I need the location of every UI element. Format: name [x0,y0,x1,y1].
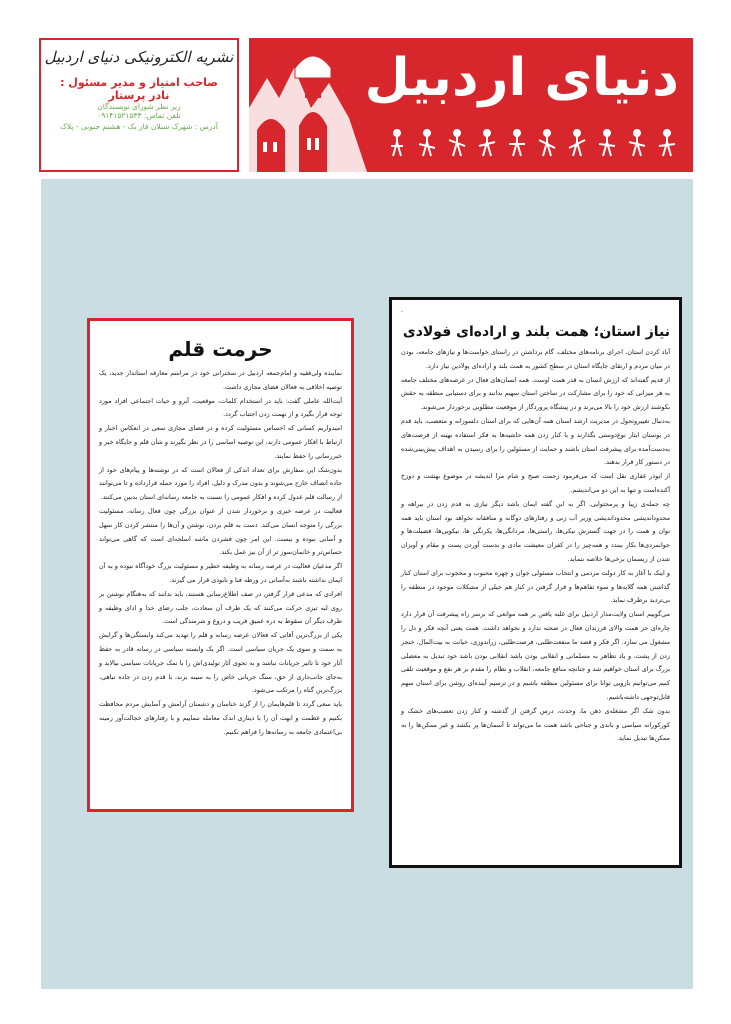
dancers-icon [383,128,683,158]
address-text: آدرس : شهرک سبلان فاز یک - هشتم جنوبی - پلاک [60,121,218,131]
article-marker: . [401,307,403,314]
left-article-paragraph: بدون‌شک این سفارش برای تعداد اندکی از فعالان است که در نوشته‌ها و پیام‌های خود از جاده انصاف خارج می‌شوند و بدون مدرک و دلیل، افراد را مورد حمله قرارداده و تا می‌توانند از رسالت قلم عدول کرده و افکار عمومی را نسبت به جامعه رسانه‌ای استان بدبین می‌کنند. [99,465,342,502]
left-article-paragraph: امیدواریم کسانی که احساس مسئولیت کرده و در فضای مجازی سعی در انعکاس اخبار و ارتباط با افکار عمومی دارند، این توصیه اساسی را در نظر بگیرند و شأن قلم و جایگاه خبر و خبررسانی را حفظ نمایند. [99,424,342,460]
right-article-paragraph: از قدیم گفته‌اند که ارزش انسان به قدر همت اوست. همه انسان‌های فعال در عرصه‌های مختلف جامعه به هر میزانی که خود را برای مشارکت در ساختن استان سهیم بدانند و برای دستیابی منطقه به حقش بکوشند ارزش خود را بالا می‌برند و در پیشگاه پروردگار از موقعیت مطلوبی برخوردار می‌شوند. [401,375,670,412]
owner-label: صاحب امتیاز و مدیر مسئول : [60,76,218,89]
right-article-title: نیاز استان؛ همت بلند و اراده‌ای فولادی [402,324,670,340]
title-banner [249,38,693,172]
magazine-name: نشریه الکترونیکی دنیای اردبیل [44,48,234,66]
right-article-paragraph: و اینک با آغاز به کار دولت مردمی و انتخاب مسئولی جوان و چهره محبوب و محجوب برای استان کنار گذاشتن همه گلایه‌ها و سوء تفاهم‌ها و قرار گرفتن در کنار هم خیلی از مشکلات موجود در منطقه را بی‌تردید برطرف نماید. [401,568,670,605]
right-article-paragraph: بدون شک اگر مشغله‌ی ذهن ما، وحدت، درس گرفتن از گذشته و کنار زدن تعصب‌های خشک و کورکورانه سیاسی و باندی و جناحی باشد همت ما می‌تواند تا آسمان‌ها پر بکشد و غیر ممکن‌ها را به ممکن‌ها تبدیل نماید. [401,706,670,743]
right-article-paragraph: آباد کردن استان، اجرای برنامه‌های مختلف، گام برداشتن در راستای خواست‌ها و نیازهای جامعه، بودن در میان مردم و ارتقای جایگاه استان در سطح کشور به همت بلند و اراده‌ای پولادین نیاز دارد. [401,348,670,370]
left-article-paragraph: آیت‌الله عاملی گفت: باید در استخدام کلمات، موقعیت، آبرو و حیات اجتماعی افراد مورد توجه قرار بگیرد و از تهمت زدن اجتناب گردد. [99,396,342,419]
phone-text: تلفن تماس: ۰۹۱۴۱۵۲۱۵۳۳ [97,111,181,121]
left-article [87,318,354,812]
left-article-title: حرمت قلم [168,337,273,361]
right-article-paragraph: از ابوذر غفاری نقل است که می‌فرمود زحمت صبح و شام مرا اندیشه در موضوع بهشت و دوزخ آکنده‌است و تنها به این دو می‌اندیشم. [401,472,670,494]
landmark-illustration [249,38,369,172]
right-article-paragraph: به‌دنبال تغییروتحول در مدیریت ارشد استان همه آن‌هایی که برای استان دلسوزانه و متعصب، باید قدم در بوستان ایثار نوع‌دوستی بگذارند و با کنار زدن همه حاشیه‌ها به فکر استفاده بهینه از فرصت‌های به‌دست‌آمده برای پیشرفت استان باشند و حمایت از مسئولین را برای رسیدن به اهداف پیش‌بینی‌شده در دستور کار قرار بدهند. [401,416,670,467]
masthead-info-box [39,38,239,172]
right-article-paragraph: چه جمله‌ی زیبا و پرمحتوایی. اگر به این گفته ایمان باشد دیگر نیازی به قدم زدن در بیراهه و محدوداندیشی محدوداندیشی وزیر آب زنی و رفتارهای دوگانه و منافقانه نخواهد بود استان باید همه توان و همت را در جهت گسترش نیکی‌ها، راستی‌ها، مردانگی‌ها، یکرنگی ها، نیکویی‌ها، فضیلت‌ها و جوانمردی‌ها بکار ببندد و همه‌چیز را در کفران معیشت مادی و بدست آوردن پست و مقام و آویزان شدن از ریسمان برخی‌ها خلاصه ننماید. [401,499,670,563]
left-article-paragraph: نماینده ولی‌فقیه و امام‌جمعه اردبیل در سخنرانی خود در مراسم معارفه استاندار جدید، یک توصیه اخلاقی به فعالان فضای مجازی داشت. [99,369,342,391]
right-article-paragraph: می‌گوییم استان ولایت‌مدار اردبیل برای غلبه یافتن بر همه موانعی که برسر راه پیشرفت آن قرار دارد چاره‌ای جز همت والای فرزندان فعال در صحنه ندارد و نخواهد داشت. همت یعنی آنچه فکر و دل را مشغول می سازد. اگر فکر و قصد ما منفعت‌طلبی، فرصت‌طلبی، زراندوزی، خیانت به بیت‌المال، خنجر زدن از پشت، و یاد تظاهر به مسلمانی و انقلابی بودن باشد انقلابی بودن باشد خود تبدیل به معضلی بزرگ برای استان خواهیم شد و جنانچه منافع جامعه، انقلاب و نظام را مقدم بر هر نفع و موقعیت تلقی کنیم می‌توانیم بازویی توانا برای مسئولین منطقه باشیم و در ترسیم آینده‌ای روشن برای استان سهم قابل‌توجهی داشته‌باشیم. [401,610,670,701]
left-article-paragraph: یکی از بزرگ‌ترین آفاتی که فعالان عرصه رسانه و قلم را تهدید می‌کند وابستگی‌ها و گرایش به سمت و سوی یک جریان سیاسی است. اگر یک وابسته سیاسی در رسانه قادر به حفظ آثار خود تا تاثیر جریانات نباشد و به نحوی آثار تولیدی‌اش را با نمک جریانات سیاسی بیالاید و به‌جای جانب‌داری از حق، سنگ جریانی خاص را به سینه بزند، با قدم زدن در جاده تباهی، بزرگ‌ترین گناه را مرتکب می‌شود. [99,631,342,695]
left-article-paragraph: اگر مدعیان فعالیت در عرصه رسانه به وظیفه خطیر و مسئولیت بزرگ خودآگاه نبوده و به آن ایمان نداشته باشند به‌آسانی در ورطه فنا و نابودی قرار می گیرند. [99,562,342,584]
left-article-paragraph: باید سعی گردد تا قلم‌هایمان را از گزند خناسان و دشمنان آرامش و آسایش مردم محافظت بکنیم و عظمت و ابهت آن را با دیناری اندک معامله ننماییم و با رفتارهای خجالت‌آور زمینه بی‌اعتمادی جامعه به رسانه‌ها را فراهم نکنیم. [99,700,342,736]
supervision-text: زیر نظر شورای نویسندگان [97,102,181,111]
owner-name: نادر پرستار [108,89,170,102]
right-article [389,297,682,868]
banner-title: دنیای اردبیل [364,48,679,108]
left-article-paragraph: فعالیت در عرصه خبری و برخوردار شدن از عنوان بزرگی چون فعال رسانه، مسئولیت بزرگی را متوجه انسان می‌کند. دست به قلم بردن، نوشتن و آن‌ها را منتشر کردن کار سهل و آسانی نبوده و نیست. این امر چون فشردن ماشه اسلحه‌ای است که گاهی می‌تواند حساس‌تر و خانمان‌سوز تر از آن نیز عمل بکند. [99,506,342,557]
left-article-paragraph: افرادی که مدعی قرار گرفتن در صف اطلاع‌رسانی هستند، باید بدانند که به‌هنگام نوشتن بر روی لبه تیزی حرکت می‌کنند که یک طرف آن سعادت، جلب رضای خدا و ادای وظیفه و طرف دیگر آن سقوط به دره عمیق فریب و دروغ و شرمندگی است. [99,589,342,626]
